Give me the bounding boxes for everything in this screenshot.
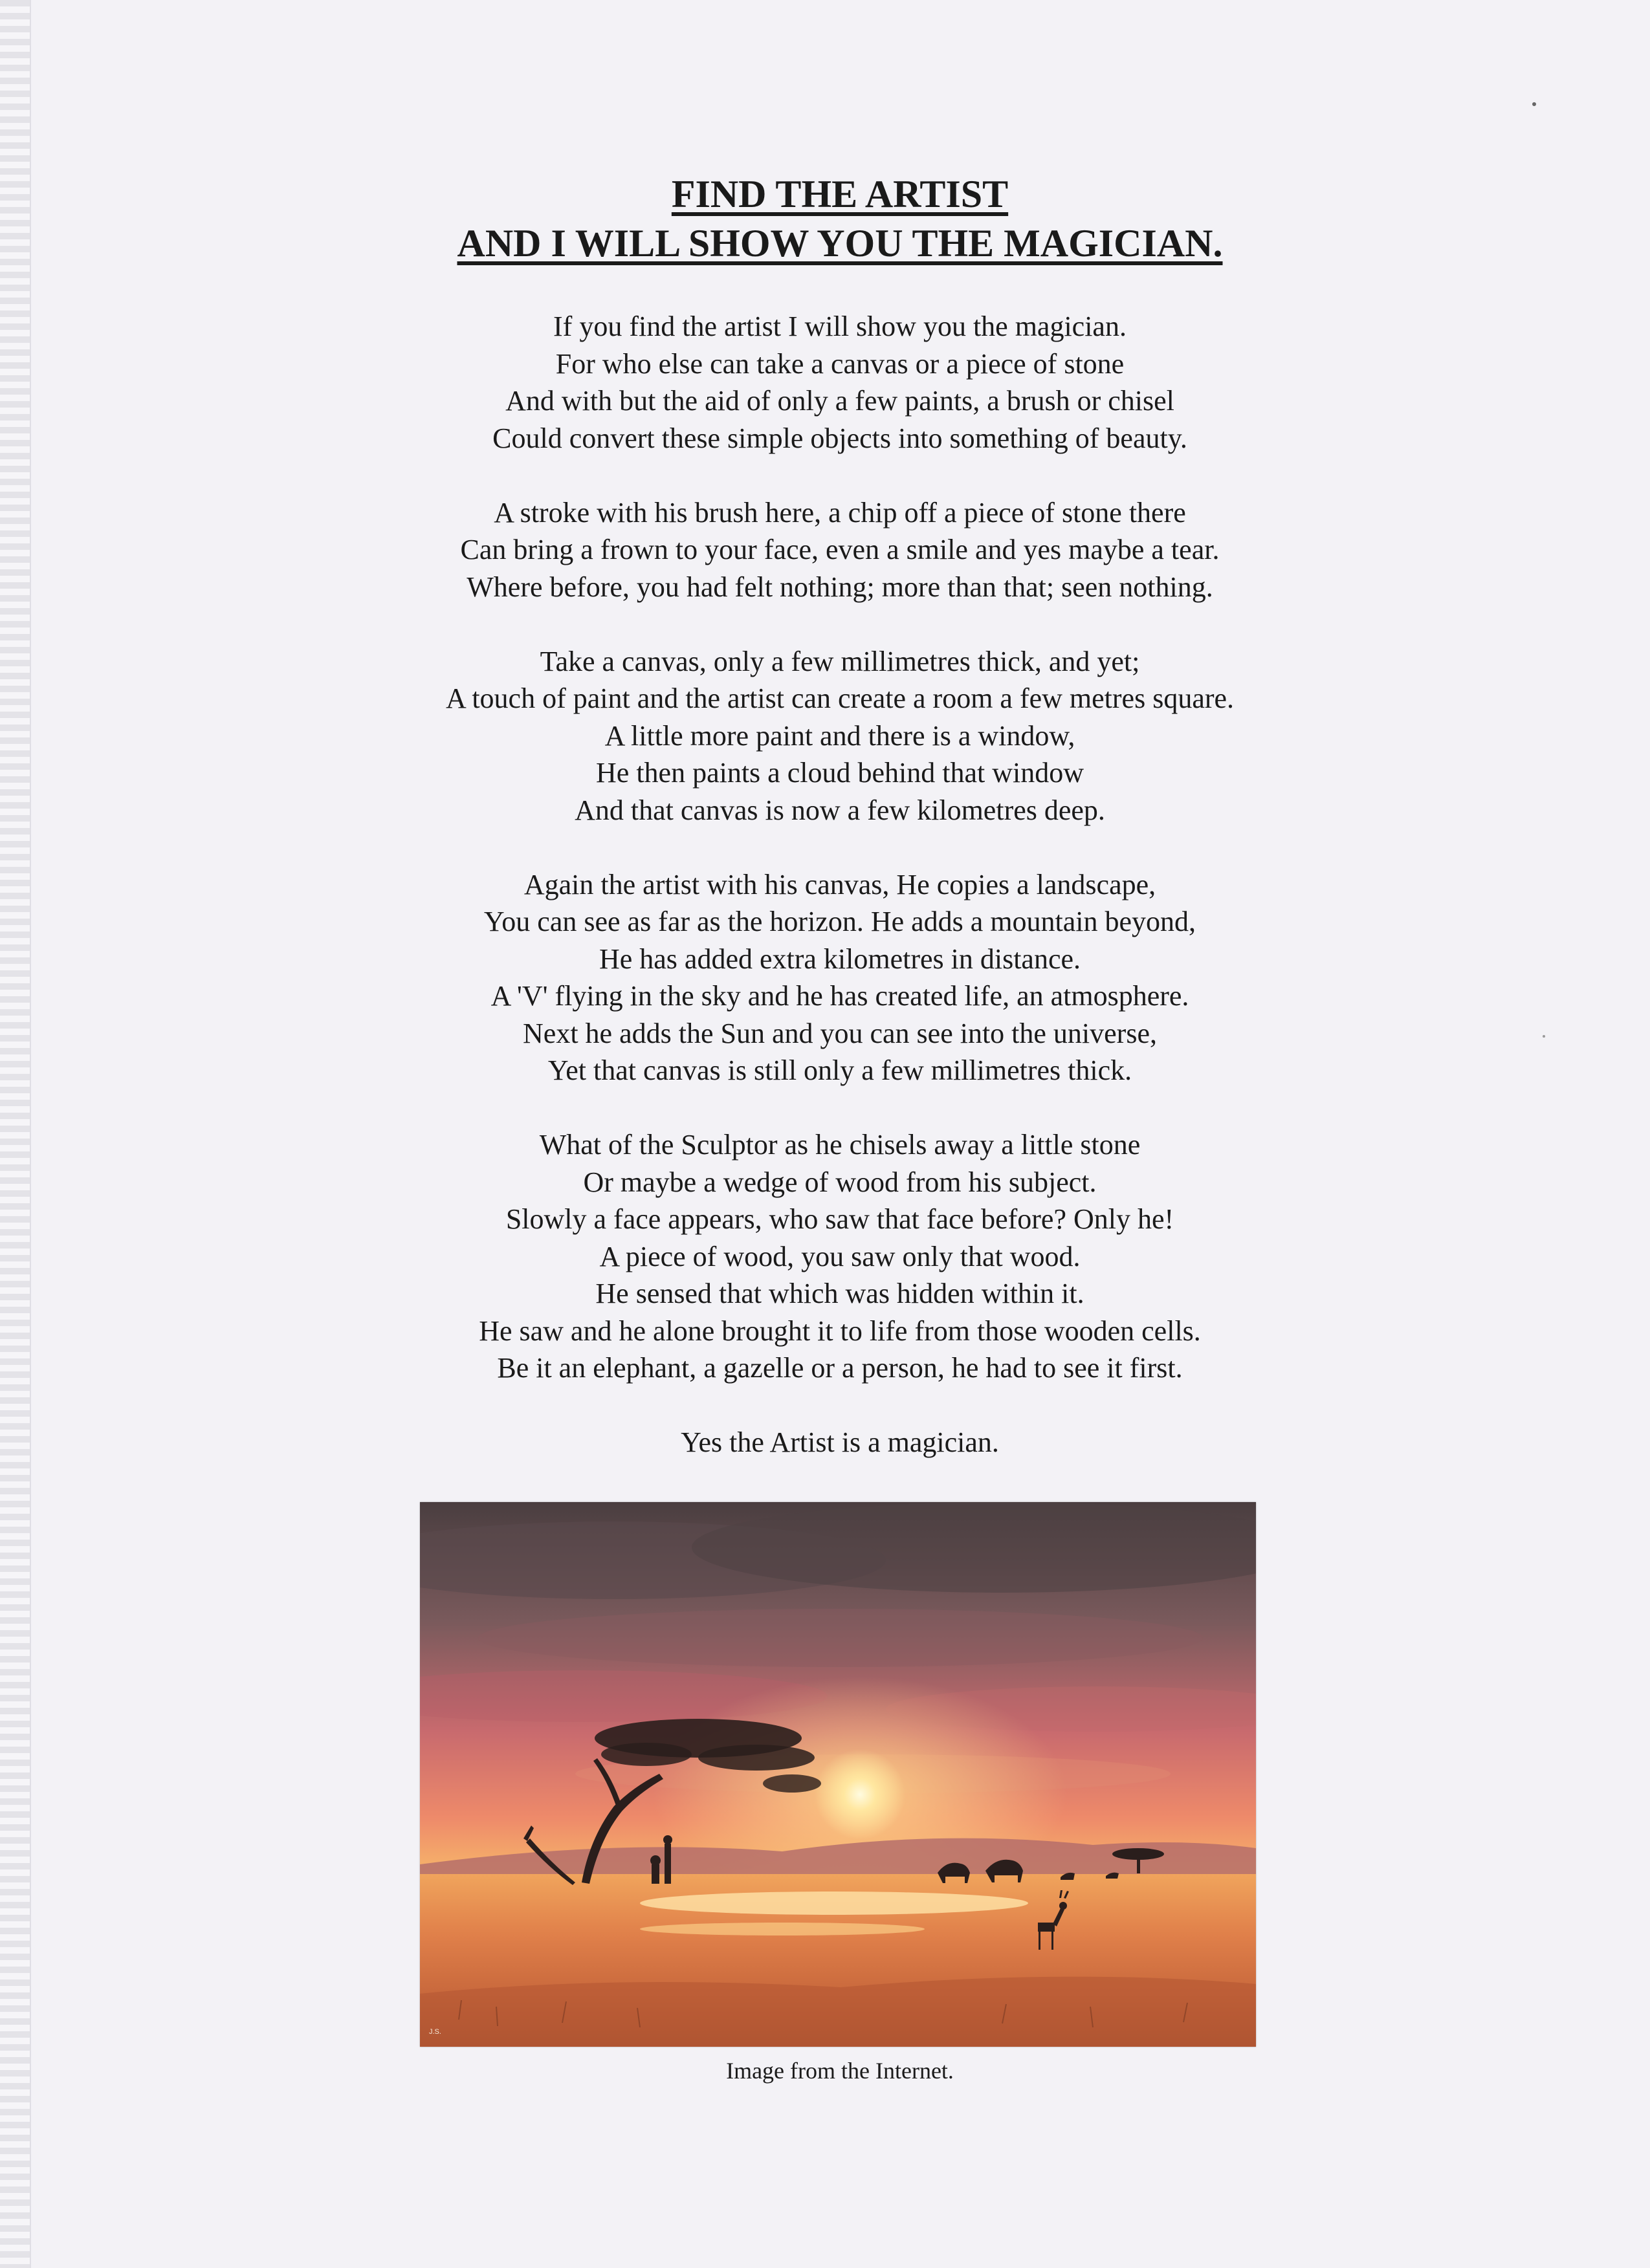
image-caption: Image from the Internet. — [726, 2058, 954, 2084]
poem-line: You can see as far as the horizon. He adds a mountain beyond, — [483, 906, 1196, 937]
poem-title — [30, 169, 1650, 268]
poem-line: Or maybe a wedge of wood from his subject. — [583, 1166, 1097, 1198]
document-page — [30, 0, 1650, 2268]
poem-line: And with but the aid of only a few paints, a brush or chisel — [505, 385, 1174, 417]
stanza-1 — [30, 308, 1650, 457]
stanza-5 — [30, 1126, 1650, 1387]
poem-line: If you find the artist I will show you the magician. — [553, 311, 1127, 342]
stanza-6 — [30, 1424, 1650, 1461]
poem-line: He has added extra kilometres in distance. — [599, 943, 1081, 975]
poem-line: He saw and he alone brought it to life from those wooden cells. — [479, 1314, 1201, 1347]
poem-line: Again the artist with his canvas, He copies a landscape, — [523, 868, 1156, 900]
title-line-1: FIND THE ARTIST — [671, 173, 1009, 215]
scan-speck — [1532, 102, 1536, 106]
painting-signature: J.S. — [429, 2028, 441, 2036]
poem-line: Take a canvas, only a few millimetres thick, and yet; — [540, 645, 1140, 677]
poem-line: A 'V' flying in the sky and he has created life, an atmosphere. — [490, 980, 1189, 1012]
title-line-2: AND I WILL SHOW YOU THE MAGICIAN. — [457, 222, 1223, 265]
poem-line: Could convert these simple objects into something of beauty. — [492, 422, 1187, 454]
poem-line: Slowly a face appears, who saw that face before? Only he! — [505, 1203, 1174, 1235]
poem-line: What of the Sculptor as he chisels away a little stone — [539, 1129, 1141, 1161]
savanna-sunset-painting — [420, 1502, 1256, 2047]
poem-line: Where before, you had felt nothing; more than that; seen nothing. — [467, 571, 1213, 603]
poem-line: A stroke with his brush here, a chip off a piece of stone there — [494, 496, 1186, 529]
scan-speck — [1543, 1035, 1545, 1038]
poem-line: Next he adds the Sun and you can see into the universe, — [523, 1017, 1157, 1049]
poem-line: A touch of paint and the artist can create a room a few metres square. — [445, 682, 1235, 714]
poem-line: Yes the Artist is a magician. — [681, 1426, 999, 1458]
poem-line: And that canvas is now a few kilometres deep. — [575, 794, 1105, 826]
stanza-2 — [30, 494, 1650, 606]
poem-line: He then paints a cloud behind that window — [596, 757, 1084, 789]
poem-body — [30, 308, 1650, 1498]
stanza-3 — [30, 643, 1650, 829]
poem-line: A piece of wood, you saw only that wood. — [599, 1240, 1081, 1272]
stanza-4 — [30, 866, 1650, 1089]
poem-line: He sensed that which was hidden within it. — [595, 1278, 1084, 1309]
poem-line: Yet that canvas is still only a few millimetres thick. — [547, 1054, 1132, 1086]
poem-line: For who else can take a canvas or a piece of stone — [555, 347, 1125, 380]
poem-line: A little more paint and there is a window, — [604, 719, 1075, 752]
poem-line: Be it an elephant, a gazelle or a person, he had to see it first. — [497, 1352, 1183, 1384]
poem-line: Can bring a frown to your face, even a smile and yes maybe a tear. — [460, 534, 1220, 565]
binder-edge — [0, 0, 31, 2268]
